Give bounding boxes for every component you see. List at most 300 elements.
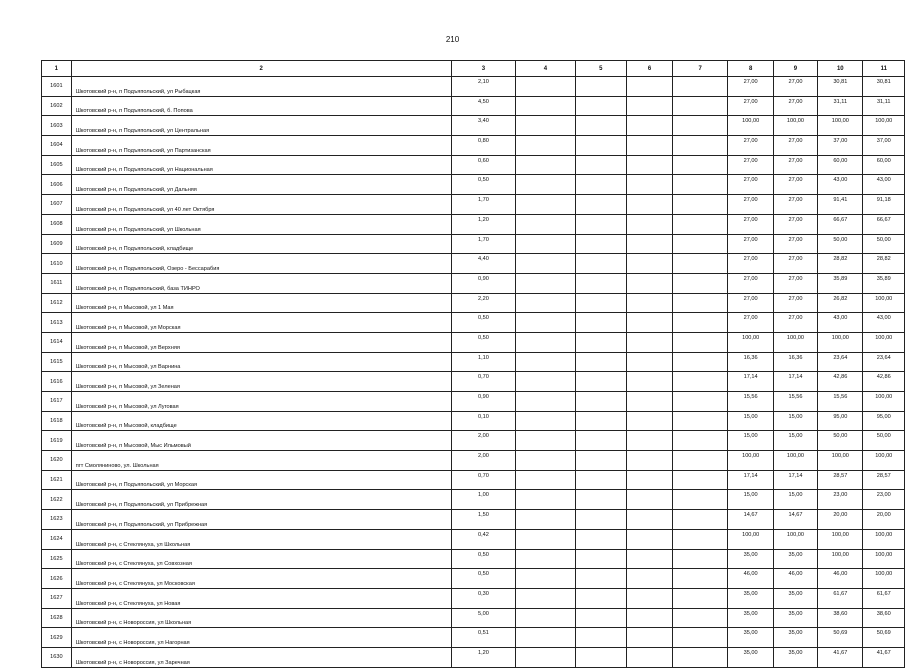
table-cell	[575, 529, 627, 549]
table-cell	[575, 313, 627, 333]
table-cell: 27,00	[773, 214, 817, 234]
table-cell: 50,00	[818, 234, 863, 254]
table-cell: 0,60	[451, 155, 515, 175]
table-cell	[516, 549, 575, 569]
table-cell	[627, 470, 673, 490]
table-cell: 1609	[42, 234, 72, 254]
table-cell: 27,00	[773, 175, 817, 195]
table-cell	[672, 411, 727, 431]
table-cell	[627, 510, 673, 530]
table-cell: 28,57	[863, 470, 905, 490]
table-cell	[672, 234, 727, 254]
table-cell: 100,00	[863, 549, 905, 569]
table-cell	[516, 136, 575, 156]
table-cell	[516, 588, 575, 608]
table-cell	[672, 647, 727, 667]
table-cell	[575, 569, 627, 589]
table-cell: 35,89	[818, 273, 863, 293]
table-cell: Шкотовский р-н, п Мысовой, Мыс Ильмовый	[71, 431, 451, 451]
table-cell: 15,00	[773, 490, 817, 510]
table-cell: 100,00	[818, 332, 863, 352]
table-cell: 35,00	[773, 628, 817, 648]
table-cell: 100,00	[818, 529, 863, 549]
table-cell	[575, 273, 627, 293]
table-cell: 1,70	[451, 234, 515, 254]
table-cell: 0,80	[451, 136, 515, 156]
table-cell: Шкотовский р-н, п Подъяпольский, ул Национальная	[71, 155, 451, 175]
table-cell	[672, 195, 727, 215]
table-cell: 1619	[42, 431, 72, 451]
column-header: 2	[71, 61, 451, 77]
table-cell: 2,10	[451, 77, 515, 97]
column-header: 10	[818, 61, 863, 77]
table-cell: 1629	[42, 628, 72, 648]
table-cell	[627, 392, 673, 412]
table-cell	[575, 96, 627, 116]
table-cell	[672, 529, 727, 549]
table-cell: 60,00	[863, 155, 905, 175]
table-cell: 50,00	[863, 431, 905, 451]
table-cell: 100,00	[773, 332, 817, 352]
table-cell: 27,00	[728, 293, 773, 313]
table-cell: 100,00	[728, 116, 773, 136]
table-cell: 26,82	[818, 293, 863, 313]
table-cell	[627, 273, 673, 293]
table-cell	[516, 313, 575, 333]
table-cell: 20,00	[818, 510, 863, 530]
table-cell: 15,00	[728, 411, 773, 431]
table-cell: 20,00	[863, 510, 905, 530]
table-cell: 1,10	[451, 352, 515, 372]
table-cell: 35,00	[728, 628, 773, 648]
table-cell: 15,56	[773, 392, 817, 412]
data-table	[41, 60, 905, 668]
table-cell: 27,00	[728, 96, 773, 116]
table-row	[42, 411, 905, 431]
table-cell	[672, 96, 727, 116]
table-cell	[575, 431, 627, 451]
table-cell: 2,00	[451, 451, 515, 471]
table-cell	[575, 549, 627, 569]
table-cell	[672, 608, 727, 628]
table-cell: 91,18	[863, 195, 905, 215]
table-cell: 100,00	[863, 569, 905, 589]
table-cell: 15,56	[818, 392, 863, 412]
table-cell: Шкотовский р-н, п Подъяпольский, ул Дальняя	[71, 175, 451, 195]
table-cell	[672, 510, 727, 530]
table-cell: 35,00	[773, 608, 817, 628]
table-row	[42, 155, 905, 175]
table-cell: 37,00	[863, 136, 905, 156]
table-cell: 1601	[42, 77, 72, 97]
table-row	[42, 549, 905, 569]
table-cell: 27,00	[773, 77, 817, 97]
table-cell: 0,50	[451, 313, 515, 333]
table-cell	[575, 332, 627, 352]
table-cell: 14,67	[773, 510, 817, 530]
table-cell: Шкотовский р-н, п Подъяпольский, ул Прибрежная	[71, 510, 451, 530]
column-header: 1	[42, 61, 72, 77]
table-cell: 50,69	[863, 628, 905, 648]
table-cell: 37,00	[818, 136, 863, 156]
table-cell: 1608	[42, 214, 72, 234]
table-cell: 3,40	[451, 116, 515, 136]
table-cell: 42,86	[818, 372, 863, 392]
table-cell: 27,00	[728, 175, 773, 195]
table-cell: 41,67	[863, 647, 905, 667]
table-cell	[516, 628, 575, 648]
table-cell: 15,00	[728, 490, 773, 510]
table-cell: 1617	[42, 392, 72, 412]
table-cell	[516, 490, 575, 510]
table-cell	[627, 451, 673, 471]
table-cell: 0,90	[451, 392, 515, 412]
table-cell	[575, 470, 627, 490]
table-cell: 27,00	[773, 234, 817, 254]
table-cell	[672, 116, 727, 136]
table-cell	[672, 569, 727, 589]
table-cell: 1626	[42, 569, 72, 589]
table-row	[42, 293, 905, 313]
table-cell	[516, 352, 575, 372]
table-cell: 100,00	[773, 116, 817, 136]
table-cell: 1604	[42, 136, 72, 156]
table-cell: Шкотовский р-н, п Мысовой, ул Зеленая	[71, 372, 451, 392]
table-cell	[672, 175, 727, 195]
table-cell: 43,00	[863, 313, 905, 333]
table-cell: Шкотовский р-н, с Новороссия, ул Заречная	[71, 647, 451, 667]
table-cell: 35,00	[728, 549, 773, 569]
table-cell: 27,00	[773, 96, 817, 116]
table-cell: пгт Смоляниново, ул. Школьная	[71, 451, 451, 471]
table-cell: 35,00	[728, 647, 773, 667]
table-cell: 35,00	[773, 549, 817, 569]
table-row	[42, 195, 905, 215]
table-cell: 23,00	[863, 490, 905, 510]
table-cell	[627, 588, 673, 608]
table-cell: 27,00	[728, 214, 773, 234]
table-cell: 100,00	[773, 451, 817, 471]
table-cell	[575, 647, 627, 667]
table-cell: 46,00	[773, 569, 817, 589]
table-cell: 0,50	[451, 569, 515, 589]
table-cell	[516, 254, 575, 274]
table-cell	[575, 411, 627, 431]
table-cell: 27,00	[773, 313, 817, 333]
table-cell	[627, 234, 673, 254]
table-cell: 43,00	[818, 313, 863, 333]
table-cell: 30,81	[863, 77, 905, 97]
table-row	[42, 234, 905, 254]
table-cell: 100,00	[863, 332, 905, 352]
table-cell	[575, 116, 627, 136]
table-cell: 1606	[42, 175, 72, 195]
table-row	[42, 332, 905, 352]
table-cell: 1612	[42, 293, 72, 313]
table-cell: Шкотовский р-н, п Подъяпольский, кладбище	[71, 234, 451, 254]
table-cell	[516, 293, 575, 313]
table-cell	[516, 195, 575, 215]
table-cell: 0,50	[451, 332, 515, 352]
table-cell	[672, 214, 727, 234]
table-cell: 1630	[42, 647, 72, 667]
table-cell: 0,42	[451, 529, 515, 549]
table-cell	[575, 175, 627, 195]
table-cell: 15,00	[728, 431, 773, 451]
table-cell: 0,70	[451, 372, 515, 392]
table-cell: 27,00	[773, 136, 817, 156]
table-cell	[672, 273, 727, 293]
table-row	[42, 510, 905, 530]
table-cell	[516, 451, 575, 471]
table-cell	[516, 608, 575, 628]
table-cell: 28,82	[863, 254, 905, 274]
table-cell	[672, 293, 727, 313]
table-cell	[627, 608, 673, 628]
table-cell: 0,50	[451, 175, 515, 195]
table-cell	[516, 155, 575, 175]
table-cell: Шкотовский р-н, п Подъяпольский, ул Прибрежная	[71, 490, 451, 510]
table-cell	[627, 293, 673, 313]
table-cell: 1625	[42, 549, 72, 569]
table-cell	[575, 392, 627, 412]
table-cell: Шкотовский р-н, п Мысовой, ул 1 Мая	[71, 293, 451, 313]
table-cell	[627, 569, 673, 589]
table-cell: 27,00	[728, 155, 773, 175]
table-cell: 100,00	[863, 116, 905, 136]
table-cell: Шкотовский р-н, п Подъяпольский, ул Морская	[71, 470, 451, 490]
table-cell	[627, 77, 673, 97]
table-cell	[516, 77, 575, 97]
table-cell: 1,20	[451, 214, 515, 234]
table-cell: 35,00	[728, 588, 773, 608]
table-cell: 100,00	[728, 529, 773, 549]
table-cell	[672, 155, 727, 175]
table-row	[42, 136, 905, 156]
table-cell: Шкотовский р-н, п Мысовой, ул Луговая	[71, 392, 451, 412]
table-row	[42, 214, 905, 234]
table-cell: Шкотовский р-н, п Мысовой, ул Варнина	[71, 352, 451, 372]
table-cell: 27,00	[773, 254, 817, 274]
table-cell	[672, 490, 727, 510]
table-cell: 4,40	[451, 254, 515, 274]
table-cell	[516, 273, 575, 293]
table-cell: 100,00	[863, 529, 905, 549]
table-cell: 66,67	[818, 214, 863, 234]
table-cell: Шкотовский р-н, п Подъяпольский, Озеро - Бессарабия	[71, 254, 451, 274]
table-cell: 1627	[42, 588, 72, 608]
table-cell	[627, 96, 673, 116]
table-cell: 100,00	[818, 116, 863, 136]
table-cell: 27,00	[728, 254, 773, 274]
table-cell	[627, 313, 673, 333]
table-cell: 27,00	[728, 195, 773, 215]
table-cell: 1616	[42, 372, 72, 392]
table-cell: 1622	[42, 490, 72, 510]
table-cell	[672, 352, 727, 372]
table-cell: Шкотовский р-н, п Мысовой, ул Морская	[71, 313, 451, 333]
table-cell	[627, 411, 673, 431]
table-cell: 41,67	[818, 647, 863, 667]
table-row	[42, 490, 905, 510]
table-cell: Шкотовский р-н, п Подъяпольский, ул Партизанская	[71, 136, 451, 156]
table-cell: 23,64	[863, 352, 905, 372]
table-row	[42, 431, 905, 451]
table-cell: 1,70	[451, 195, 515, 215]
column-header: 9	[773, 61, 817, 77]
table-cell: 27,00	[728, 313, 773, 333]
table-cell: 16,36	[728, 352, 773, 372]
table-cell: Шкотовский р-н, п Подъяпольский, ул Школьная	[71, 214, 451, 234]
table-cell: 38,60	[818, 608, 863, 628]
table-cell: 0,70	[451, 470, 515, 490]
table-cell	[575, 628, 627, 648]
table-row	[42, 608, 905, 628]
table-cell: Шкотовский р-н, п Подъяпольский, б. Попова	[71, 96, 451, 116]
table-cell	[672, 392, 727, 412]
table-cell: 27,00	[773, 293, 817, 313]
table-cell: 1623	[42, 510, 72, 530]
table-cell: 15,00	[773, 411, 817, 431]
table-cell: 100,00	[818, 549, 863, 569]
table-cell: 5,00	[451, 608, 515, 628]
table-cell: 31,11	[863, 96, 905, 116]
table-cell	[575, 372, 627, 392]
table-cell: 100,00	[818, 451, 863, 471]
table-cell: 2,20	[451, 293, 515, 313]
table-cell: Шкотовский р-н, с Стеклянуха, ул Школьная	[71, 529, 451, 549]
table-cell: Шкотовский р-н, с Новороссия, ул Школьная	[71, 608, 451, 628]
table-cell: 100,00	[728, 332, 773, 352]
table-cell	[627, 549, 673, 569]
column-header: 4	[516, 61, 575, 77]
table-cell: 35,00	[728, 608, 773, 628]
table-cell	[575, 510, 627, 530]
column-header: 5	[575, 61, 627, 77]
table-cell	[627, 352, 673, 372]
table-cell	[575, 214, 627, 234]
table-cell	[672, 332, 727, 352]
table-cell: 1610	[42, 254, 72, 274]
table-cell: 27,00	[773, 195, 817, 215]
table-cell: 27,00	[773, 273, 817, 293]
table-cell	[672, 431, 727, 451]
table-cell: 1624	[42, 529, 72, 549]
table-cell: 61,67	[863, 588, 905, 608]
table-cell	[516, 510, 575, 530]
table-cell: 50,69	[818, 628, 863, 648]
table-cell: 1613	[42, 313, 72, 333]
table-cell: 27,00	[728, 77, 773, 97]
table-cell	[575, 293, 627, 313]
table-row	[42, 588, 905, 608]
table-row	[42, 96, 905, 116]
table-cell: 50,00	[863, 234, 905, 254]
table-cell: 38,60	[863, 608, 905, 628]
table-cell	[627, 214, 673, 234]
table-cell: Шкотовский р-н, п Мысовой, кладбище	[71, 411, 451, 431]
table-cell	[516, 431, 575, 451]
table-cell: 95,00	[863, 411, 905, 431]
column-header: 7	[672, 61, 727, 77]
table-row	[42, 451, 905, 471]
table-cell	[516, 529, 575, 549]
table-cell	[575, 490, 627, 510]
table-cell: 23,00	[818, 490, 863, 510]
table-cell: 100,00	[863, 293, 905, 313]
table-cell: 91,41	[818, 195, 863, 215]
table-cell	[516, 470, 575, 490]
table-cell	[575, 136, 627, 156]
table-cell	[516, 392, 575, 412]
table-cell	[672, 372, 727, 392]
table-cell	[575, 195, 627, 215]
table-cell: Шкотовский р-н, п Подъяпольский, ул Центральная	[71, 116, 451, 136]
table-cell	[516, 332, 575, 352]
table-cell: 1618	[42, 411, 72, 431]
table-cell	[575, 608, 627, 628]
table-row	[42, 529, 905, 549]
table-row	[42, 470, 905, 490]
table-cell: 100,00	[863, 451, 905, 471]
table-cell	[516, 569, 575, 589]
table-cell: 1614	[42, 332, 72, 352]
table-cell: 35,00	[773, 588, 817, 608]
table-cell: 0,10	[451, 411, 515, 431]
table-cell: 42,86	[863, 372, 905, 392]
table-cell: Шкотовский р-н, с Новороссия, ул Нагорная	[71, 628, 451, 648]
table-cell	[575, 155, 627, 175]
table-cell: 46,00	[728, 569, 773, 589]
table-cell: Шкотовский р-н, п Подъяпольский, ул Рыбацкая	[71, 77, 451, 97]
table-cell: 23,64	[818, 352, 863, 372]
table-cell	[627, 529, 673, 549]
column-header: 8	[728, 61, 773, 77]
table-cell	[627, 628, 673, 648]
table-cell	[627, 431, 673, 451]
table-cell: 1,00	[451, 490, 515, 510]
table-cell: Шкотовский р-н, п Подъяпольский, ул 40 лет Октября	[71, 195, 451, 215]
table-row	[42, 254, 905, 274]
table-cell: 0,90	[451, 273, 515, 293]
table-cell: 1628	[42, 608, 72, 628]
table-cell	[672, 313, 727, 333]
table-cell: 1621	[42, 470, 72, 490]
table-cell: 1615	[42, 352, 72, 372]
table-cell: Шкотовский р-н, с Стеклянуха, ул Новая	[71, 588, 451, 608]
table-row	[42, 77, 905, 97]
table-cell: 100,00	[728, 451, 773, 471]
table-cell: 1602	[42, 96, 72, 116]
table-cell: 31,11	[818, 96, 863, 116]
table-cell	[516, 175, 575, 195]
table-cell	[672, 77, 727, 97]
table-cell: 61,67	[818, 588, 863, 608]
table-cell	[627, 490, 673, 510]
table-cell: 1620	[42, 451, 72, 471]
table-cell	[627, 136, 673, 156]
table-cell: 35,00	[773, 647, 817, 667]
table-cell: Шкотовский р-н, п Мысовой, ул Верхняя	[71, 332, 451, 352]
table-cell: 27,00	[728, 136, 773, 156]
table-cell: 66,67	[863, 214, 905, 234]
column-header: 3	[451, 61, 515, 77]
table-row	[42, 313, 905, 333]
table-cell	[672, 588, 727, 608]
table-cell: 28,57	[818, 470, 863, 490]
table-cell: 2,00	[451, 431, 515, 451]
table-cell: 0,50	[451, 549, 515, 569]
